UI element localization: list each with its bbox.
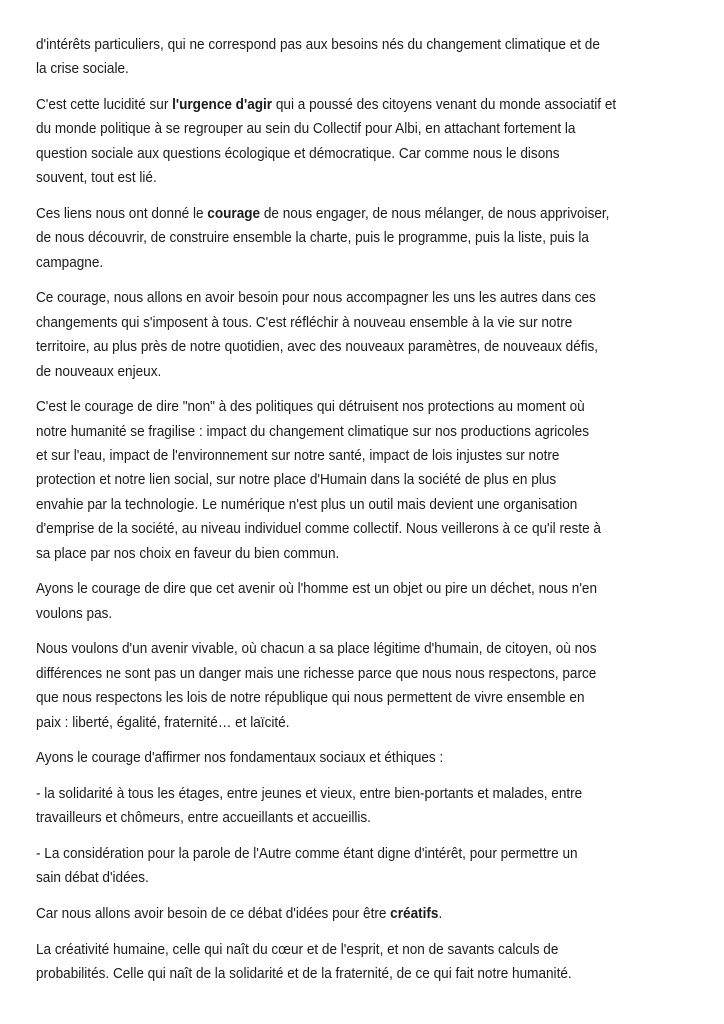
text-line <box>36 202 644 226</box>
paragraph <box>36 842 690 891</box>
paragraph <box>36 395 690 566</box>
text-run: probabilités. Celle qui naît de la solidarité et de la fraternité, de ce qui fait notre humanité. <box>36 966 572 983</box>
text-line <box>36 93 644 117</box>
text-line <box>36 962 644 986</box>
text-run: travailleurs et chômeurs, entre accueillants et accueillis. <box>36 810 371 827</box>
text-line <box>36 686 644 710</box>
text-line <box>36 493 644 517</box>
paragraph <box>36 746 690 770</box>
text-line <box>36 782 644 806</box>
text-run: voulons pas. <box>36 605 113 622</box>
bold-text: créatifs <box>390 906 439 923</box>
paragraph <box>36 637 690 735</box>
text-run: d'emprise de la société, au niveau individuel comme collectif. Nous veillerons à ce qu'il reste à <box>36 521 601 538</box>
text-line <box>36 444 644 468</box>
paragraph <box>36 93 690 191</box>
bold-text: courage <box>207 205 261 222</box>
text-run: de nous découvrir, de construire ensemble la charte, puis le programme, puis la liste, puis la <box>36 230 589 247</box>
text-line <box>36 902 644 926</box>
text-line <box>36 746 644 770</box>
text-line <box>36 57 644 81</box>
text-run: Ayons le courage de dire que cet avenir où l'homme est un objet ou pire un déchet, nous n'en <box>36 581 598 598</box>
text-run: du monde politique à se regrouper au sein du Collectif pour Albi, en attachant fortement la <box>36 121 576 138</box>
text-run: C'est cette lucidité sur <box>36 97 173 114</box>
text-line <box>36 517 644 541</box>
text-run: qui a poussé des citoyens venant du monde associatif et <box>272 97 617 114</box>
text-line <box>36 866 644 890</box>
text-run: envahie par la technologie. Le numérique n'est plus un outil mais devient une organisation <box>36 496 578 513</box>
text-run: Ces liens nous ont donné le <box>36 205 208 222</box>
text-line <box>36 166 644 190</box>
text-run: paix : liberté, égalité, fraternité… et laïcité. <box>36 714 290 731</box>
text-run: Car nous allons avoir besoin de ce débat d'idées pour être <box>36 906 391 923</box>
text-run: . <box>438 906 443 923</box>
text-line <box>36 360 644 384</box>
paragraph <box>36 902 690 926</box>
text-run: question sociale aux questions écologique et démocratique. Car comme nous le disons <box>36 145 560 162</box>
text-line <box>36 226 644 250</box>
text-line <box>36 842 644 866</box>
text-run: - la solidarité à tous les étages, entre jeunes et vieux, entre bien-portants et malades, entre <box>36 785 583 802</box>
text-line <box>36 938 644 962</box>
paragraph <box>36 286 690 384</box>
text-run: sain débat d'idées. <box>36 870 149 887</box>
text-run: et sur l'eau, impact de l'environnement sur notre santé, impact de lois injustes sur notre <box>36 448 560 465</box>
text-line <box>36 335 644 359</box>
paragraph <box>36 577 690 626</box>
text-line <box>36 468 644 492</box>
text-run: sa place par nos choix en faveur du bien commun. <box>36 545 340 562</box>
text-run: d'intérêts particuliers, qui ne correspond pas aux besoins nés du changement climatique et de <box>36 37 600 53</box>
paragraph <box>36 938 690 987</box>
text-run: différences ne sont pas un danger mais une richesse parce que nous nous respectons, parce <box>36 665 597 682</box>
text-run: territoire, au plus près de notre quotidien, avec des nouveaux paramètres, de nouveaux défis, <box>36 339 599 356</box>
text-run: Ce courage, nous allons en avoir besoin pour nous accompagner les uns les autres dans ces <box>36 290 596 307</box>
text-line <box>36 662 644 686</box>
text-run: C'est le courage de dire "non" à des politiques qui détruisent nos protections au moment où <box>36 399 585 416</box>
text-run: de nous engager, de nous mélanger, de nous apprivoiser, <box>260 205 610 222</box>
text-run: Nous voulons d'un avenir vivable, où chacun a sa place légitime d'humain, de citoyen, où nos <box>36 641 597 658</box>
text-run: La créativité humaine, celle qui naît du cœur et de l'esprit, et non de savants calculs de <box>36 941 559 958</box>
text-run: notre humanité se fragilise : impact du changement climatique sur nos productions agricoles <box>36 423 589 440</box>
text-line <box>36 33 644 57</box>
document-page <box>36 33 690 998</box>
text-line <box>36 142 644 166</box>
text-run: que nous respectons les lois de notre république qui nous permettent de vivre ensemble en <box>36 690 585 707</box>
text-run: protection et notre lien social, sur notre place d'Humain dans la société de plus en plus <box>36 472 557 489</box>
paragraph <box>36 33 690 82</box>
text-line <box>36 311 644 335</box>
text-line <box>36 602 644 626</box>
text-line <box>36 577 644 601</box>
text-line <box>36 117 644 141</box>
text-run: - La considération pour la parole de l'Autre comme étant digne d'intérêt, pour permettre un <box>36 846 578 862</box>
text-run: souvent, tout est lié. <box>36 170 157 187</box>
text-line <box>36 542 644 566</box>
text-line <box>36 637 644 661</box>
bold-text: l'urgence d'agir <box>172 97 273 114</box>
text-line <box>36 420 644 444</box>
text-run: Ayons le courage d'affirmer nos fondamentaux sociaux et éthiques : <box>36 750 444 767</box>
text-line <box>36 806 644 830</box>
text-line <box>36 711 644 735</box>
text-run: la crise sociale. <box>36 61 129 78</box>
paragraph <box>36 202 690 275</box>
text-line <box>36 395 644 419</box>
text-run: de nouveaux enjeux. <box>36 363 162 380</box>
paragraph <box>36 782 690 831</box>
text-run: changements qui s'imposent à tous. C'est réfléchir à nouveau ensemble à la vie sur notre <box>36 314 573 331</box>
text-line <box>36 251 644 275</box>
text-line <box>36 286 644 310</box>
text-run: campagne. <box>36 254 104 271</box>
